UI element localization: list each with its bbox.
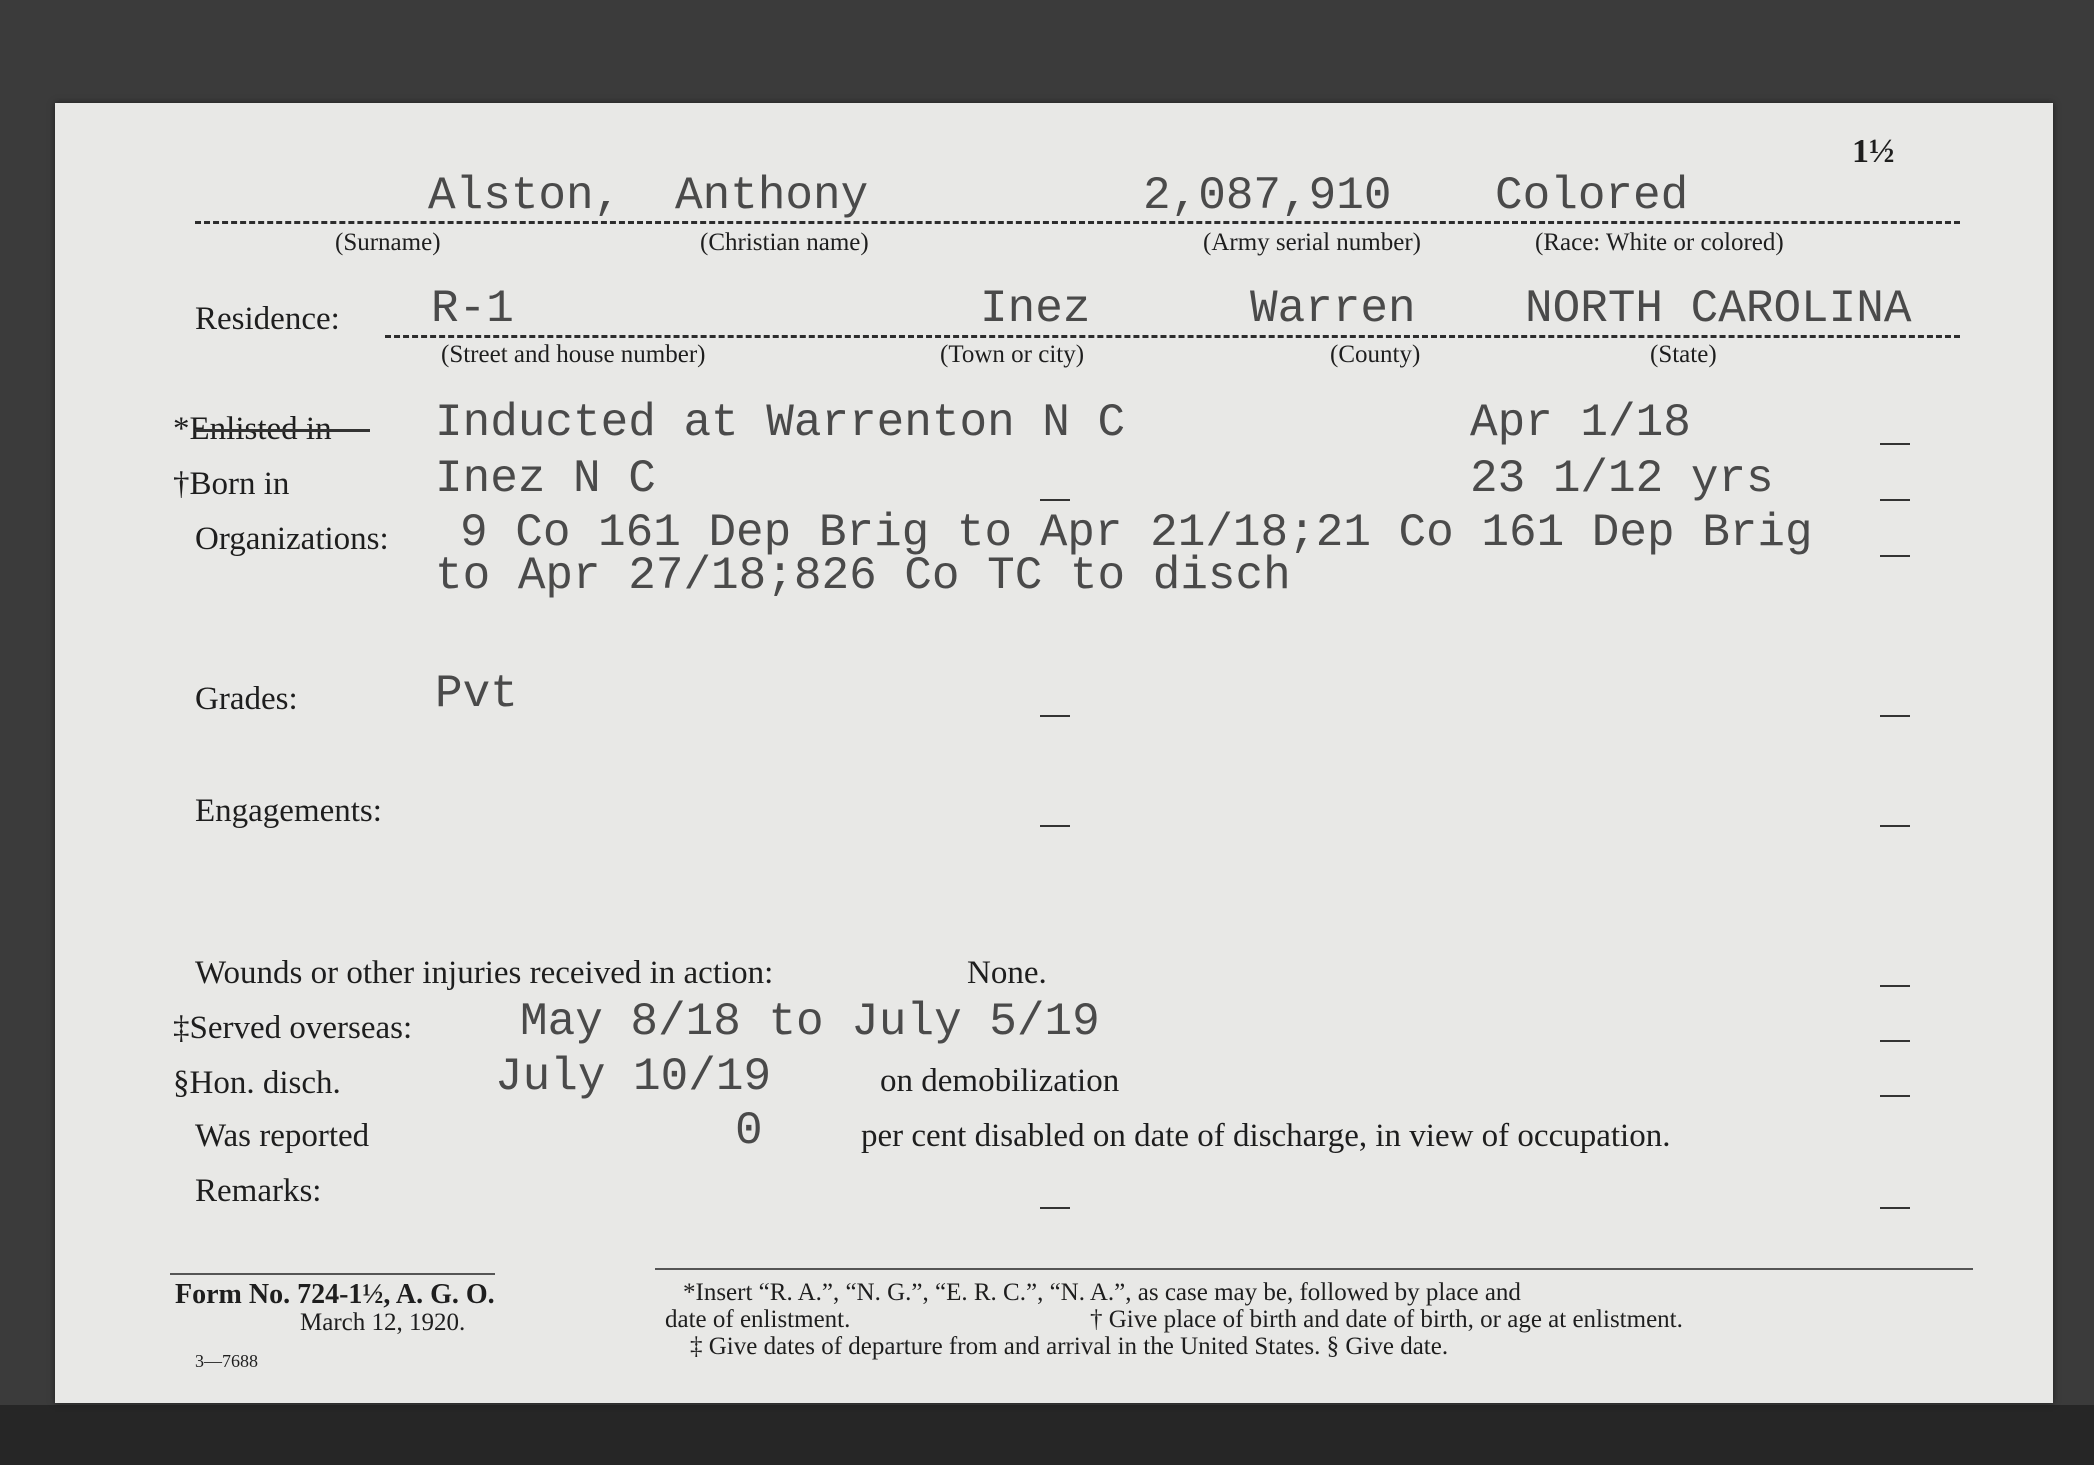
county-caption: (County) [1330, 341, 1421, 368]
christian-name-value: Anthony [675, 170, 869, 222]
born-age-value: 23 1/12 yrs [1470, 453, 1774, 505]
print-code: 3—7688 [195, 1351, 258, 1371]
street-value: R-1 [431, 283, 514, 335]
hon-disch-label: §Hon. disch. [173, 1065, 341, 1101]
born-label: †Born in [173, 466, 290, 502]
enlisted-label: *Enlisted in [173, 411, 332, 447]
served-overseas-label: ‡Served overseas: [173, 1010, 413, 1046]
per-cent-disabled-text: per cent disabled on date of discharge, in view of occupation. [861, 1118, 1671, 1154]
town-caption: (Town or city) [940, 341, 1085, 368]
tick-mark [1880, 443, 1910, 445]
county-value: Warren [1250, 283, 1416, 335]
town-value: Inez [980, 283, 1091, 335]
footnote-1: *Insert “R. A.”, “N. G.”, “E. R. C.”, “N. A.”, as case may be, followed by place and [683, 1279, 1521, 1306]
footnote-2b: † Give place of birth and date of birth, or age at enlistment. [1090, 1306, 1683, 1333]
grades-label: Grades: [195, 681, 298, 717]
tick-mark [1040, 499, 1070, 501]
tick-mark [1880, 499, 1910, 501]
tick-mark [1040, 1207, 1070, 1209]
tick-mark [1880, 1207, 1910, 1209]
organizations-line2: to Apr 27/18;826 Co TC to disch [435, 550, 1291, 602]
footnote-2a: date of enlistment. [665, 1306, 851, 1333]
enlisted-place-value: Inducted at Warrenton N C [435, 397, 1126, 449]
tick-mark [1880, 825, 1910, 827]
surname-value: Alston, [428, 170, 622, 222]
hon-disch-date-value: July 10/19 [495, 1051, 772, 1103]
served-overseas-value: May 8/18 to July 5/19 [520, 996, 1100, 1048]
tick-mark [1040, 715, 1070, 717]
tick-mark [1880, 715, 1910, 717]
race-caption: (Race: White or colored) [1535, 229, 1784, 256]
engagements-label: Engagements: [195, 793, 382, 829]
street-caption: (Street and house number) [441, 341, 706, 368]
hon-disch-reason: on demobilization [880, 1063, 1120, 1099]
form-date: March 12, 1920. [300, 1309, 466, 1336]
tick-mark [1040, 825, 1070, 827]
wounds-value: None. [967, 955, 1047, 991]
tick-mark [1880, 1040, 1910, 1042]
footer-rule-left [170, 1273, 495, 1275]
was-reported-label: Was reported [195, 1118, 370, 1154]
footer-rule-right [655, 1268, 1973, 1270]
tick-mark [1880, 1095, 1910, 1097]
organizations-line1: 9 Co 161 Dep Brig to Apr 21/18;21 Co 161 Dep Brig [460, 507, 1813, 559]
page-number: 1½ [1852, 133, 1895, 170]
surname-caption: (Surname) [335, 229, 441, 256]
service-record-card [55, 103, 2053, 1403]
state-value: NORTH CAROLINA [1525, 283, 1912, 335]
tick-mark [1880, 985, 1910, 987]
form-number: Form No. 724-1½, A. G. O. [175, 1279, 495, 1310]
remarks-label: Remarks: [195, 1173, 322, 1209]
scanner-background [0, 1405, 2094, 1465]
army-serial-value: 2,087,910 [1143, 170, 1392, 222]
footnote-3: ‡ Give dates of departure from and arrival in the United States. § Give date. [690, 1333, 1449, 1360]
christian-caption: (Christian name) [700, 229, 869, 256]
wounds-label: Wounds or other injuries received in action: [195, 955, 774, 991]
state-caption: (State) [1650, 341, 1717, 368]
born-place-value: Inez N C [435, 453, 656, 505]
organizations-label: Organizations: [195, 521, 389, 557]
residence-line [385, 335, 1960, 338]
grades-value: Pvt [435, 668, 518, 720]
disabled-percent-value: 0 [735, 1105, 763, 1157]
enlisted-date-value: Apr 1/18 [1470, 397, 1691, 449]
residence-label: Residence: [195, 301, 340, 337]
enlisted-strikethrough [195, 429, 370, 432]
tick-mark [1880, 555, 1910, 557]
serial-caption: (Army serial number) [1203, 229, 1421, 256]
race-value: Colored [1495, 170, 1689, 222]
